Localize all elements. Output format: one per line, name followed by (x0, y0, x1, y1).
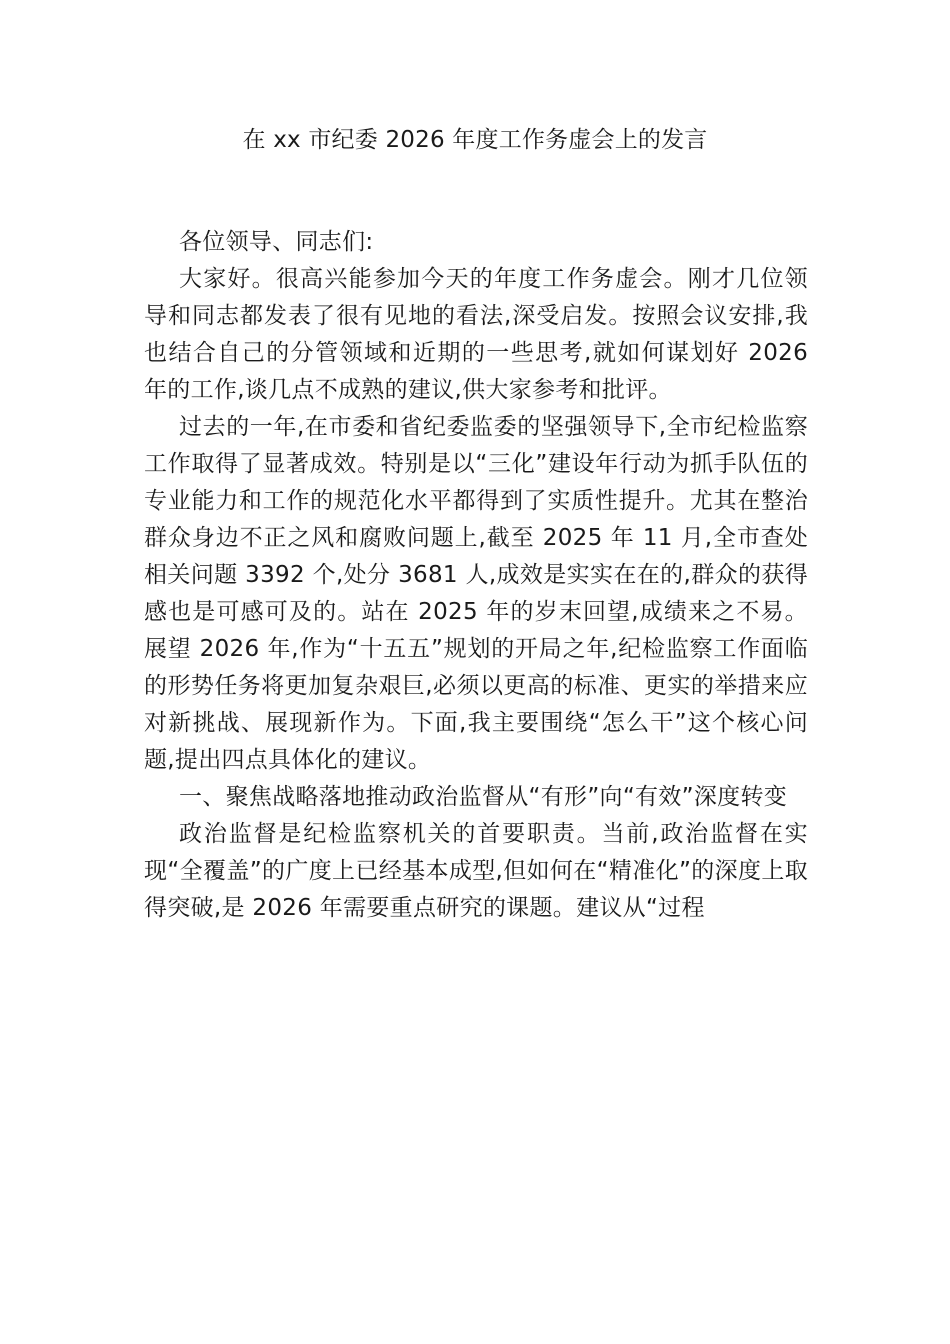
section-heading-1: 一、聚焦战略落地推动政治监督从“有形”向“有效”深度转变 (179, 784, 788, 810)
review-paragraph: 过去的一年,在市委和省纪委监委的坚强领导下,全市纪检监察工作取得了显著成效。特别是以“三化”建设年行动为抓手队伍的专业能力和工作的规范化水平都得到了实质性提升。尤其在整治群众身边不正之风和腐败问题上,截至 2025 年 11 月,全市查处相关问题 3392 个,处分 3681 人,成效是实实在在的,群众的获得感也是可感可及的。站在 2025 年的岁末回望,成绩来之不易。展望 2026 年,作为“十五五”规划的开局之年,纪检监察工作面临的形势任务将更加复杂艰巨,必须以更高的标准、更实的举措来应对新挑战、展现新作为。下面,我主要围绕“怎么干”这个核心问题,提出四点具体化的建议。 (144, 414, 808, 773)
document-title: 在 xx 市纪委 2026 年度工作务虚会上的发言 (242, 127, 708, 153)
opening-paragraph: 大家好。很高兴能参加今天的年度工作务虚会。刚才几位领导和同志都发表了很有见地的看法,深受启发。按照会议安排,我也结合自己的分管领域和近期的一些思考,就如何谋划好 2026 年的工作,谈几点不成熟的建议,供大家参考和批评。 (144, 266, 808, 403)
salutation: 各位领导、同志们: (179, 229, 374, 255)
section-1-paragraph: 政治监督是纪检监察机关的首要职责。当前,政治监督在实现“全覆盖”的广度上已经基本成型,但如何在“精准化”的深度上取得突破,是 2026 年需要重点研究的课题。建议从“过程 (144, 821, 808, 921)
document-body (144, 224, 808, 927)
